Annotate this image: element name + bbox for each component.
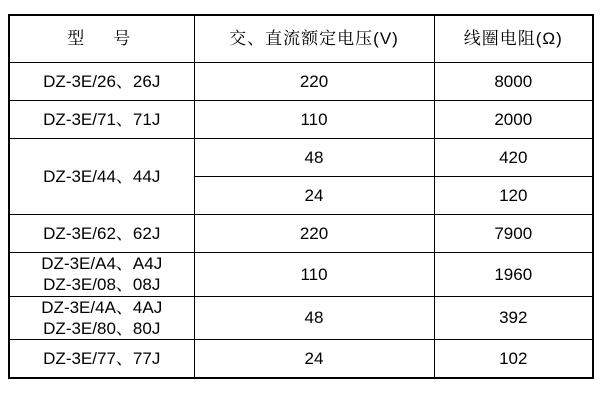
- table-row: [9, 63, 593, 101]
- table-row: [9, 253, 593, 297]
- table-row: [9, 139, 593, 177]
- cell-voltage: 48: [194, 296, 434, 340]
- cell-voltage: 24: [194, 177, 434, 215]
- table-row: [9, 215, 593, 253]
- cell-model-line1: DZ-3E/4A、4AJ: [41, 297, 163, 317]
- cell-resistance: 420: [434, 139, 593, 177]
- cell-resistance: 1960: [434, 253, 593, 297]
- cell-model: DZ-3E/62、62J: [9, 215, 194, 253]
- cell-voltage: 220: [194, 63, 434, 101]
- cell-voltage: 110: [194, 101, 434, 139]
- cell-model: DZ-3E/77、77J: [9, 340, 194, 379]
- cell-resistance: 120: [434, 177, 593, 215]
- column-header-resistance: 线圈电阻(Ω): [434, 15, 593, 63]
- spec-table-container: [8, 14, 592, 386]
- cell-resistance: 102: [434, 340, 593, 379]
- cell-model: DZ-3E/71、71J: [9, 101, 194, 139]
- table-row: [9, 340, 593, 379]
- cell-voltage: 110: [194, 253, 434, 297]
- cell-model: DZ-3E/44、44J: [9, 139, 194, 215]
- cell-model-line1: DZ-3E/A4、A4J: [41, 254, 163, 273]
- column-header-voltage: 交、直流额定电压(V): [194, 15, 434, 63]
- cell-voltage: 24: [194, 340, 434, 379]
- cell-model-line2: DZ-3E/80、80J: [43, 318, 161, 338]
- specification-table: [8, 14, 594, 379]
- cell-model: [9, 296, 194, 340]
- cell-voltage: 48: [194, 139, 434, 177]
- cell-resistance: 2000: [434, 101, 593, 139]
- table-header-row: [9, 15, 593, 63]
- column-header-model: 型 号: [9, 15, 194, 63]
- cell-voltage: 220: [194, 215, 434, 253]
- cell-resistance: 8000: [434, 63, 593, 101]
- table-row: [9, 296, 593, 340]
- cell-model: [9, 253, 194, 297]
- table-row: [9, 101, 593, 139]
- cell-model-line2: DZ-3E/08、08J: [43, 275, 161, 295]
- cell-resistance: 392: [434, 296, 593, 340]
- cell-resistance: 7900: [434, 215, 593, 253]
- cell-model: DZ-3E/26、26J: [9, 63, 194, 101]
